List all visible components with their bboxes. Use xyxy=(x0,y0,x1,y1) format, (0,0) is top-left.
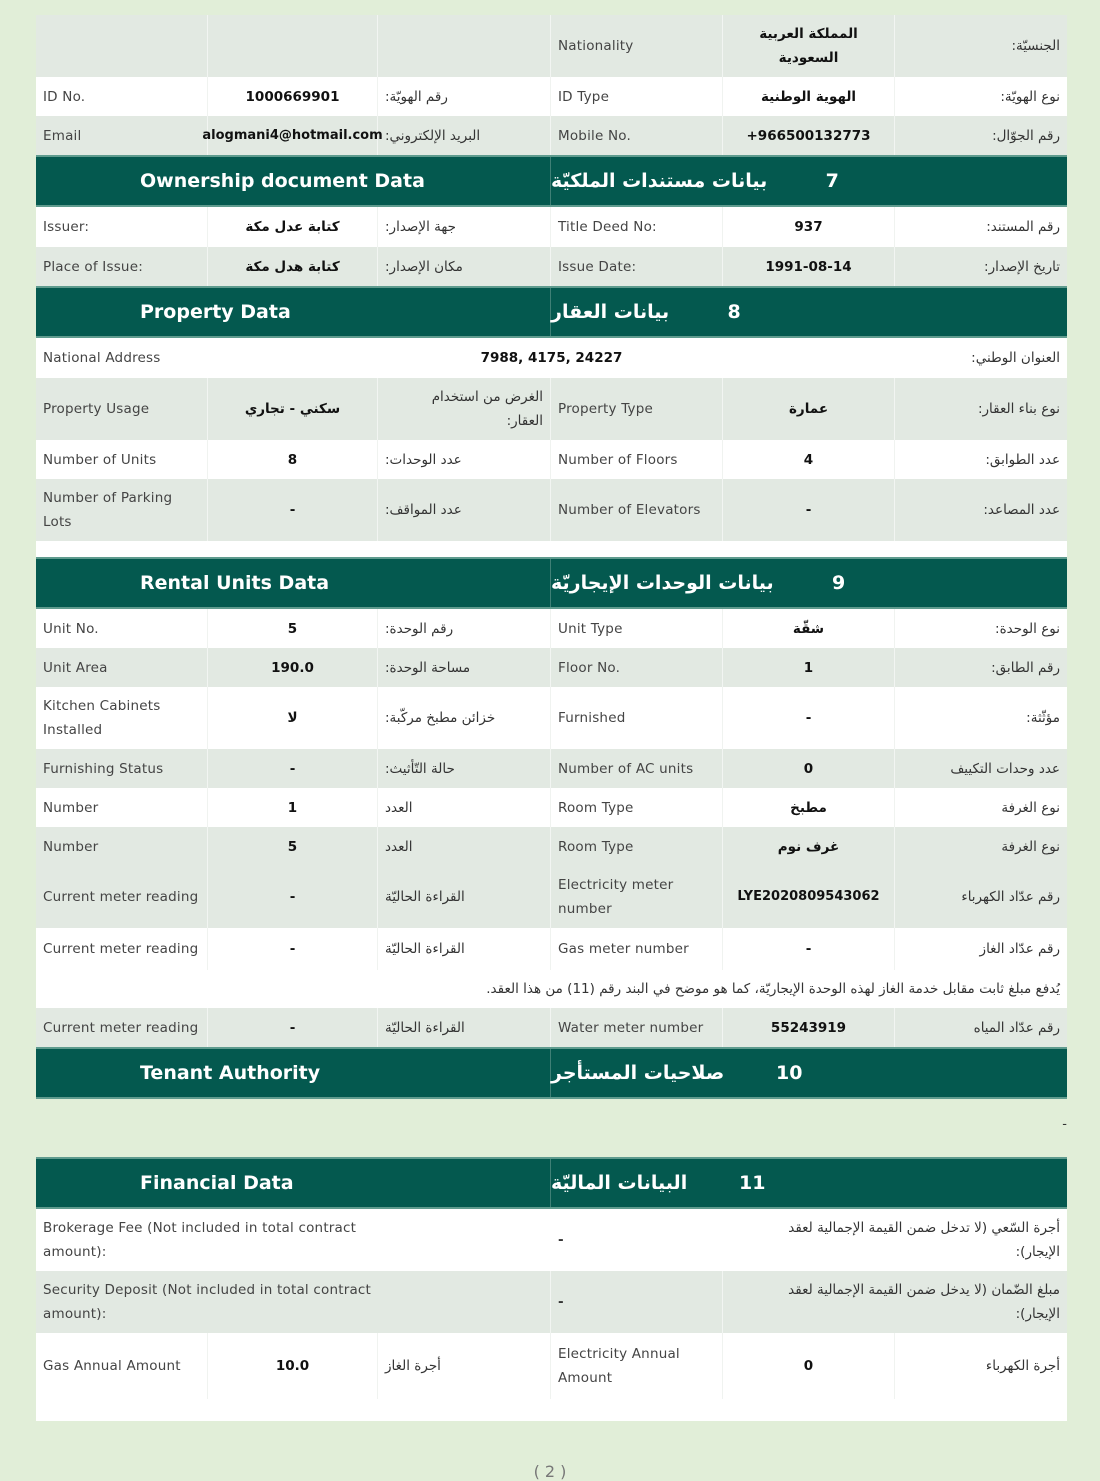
issue-date-label-ar: تاريخ الإصدار: xyxy=(984,258,1060,275)
table-row xyxy=(36,866,1067,928)
elevators-label-en: Number of Elevators xyxy=(551,479,723,541)
mobile-value: +966500132773 xyxy=(723,116,895,155)
gas-reading-label-ar: القراءة الحاليّة xyxy=(378,928,551,970)
brokerage-label-ar: أجرة السّعي (لا تدخل ضمن القيمة الإجمالية لعقد الإيجار): xyxy=(788,1220,1060,1260)
water-meter-label-en: Water meter number xyxy=(551,1008,723,1047)
section-number: 8 xyxy=(727,301,741,323)
floor-no-label-en: Floor No. xyxy=(551,648,723,687)
national-address-value: 7988, 4175, 24227 xyxy=(480,350,623,366)
title-deed-label-en: Title Deed No: xyxy=(551,207,723,247)
number-label-ar: العدد xyxy=(378,827,551,866)
parking-value: - xyxy=(208,479,378,541)
floors-label-en: Number of Floors xyxy=(551,440,723,479)
electricity-reading-label-ar: القراءة الحاليّة xyxy=(378,866,551,928)
title-deed-value: 937 xyxy=(723,207,895,247)
unit-no-label-en: Unit No. xyxy=(36,609,208,648)
id-type-value: الهوية الوطنية xyxy=(723,77,895,116)
unit-area-label-en: Unit Area xyxy=(36,648,208,687)
table-row xyxy=(36,440,1067,479)
number-label-en: Number xyxy=(36,788,208,827)
table-row xyxy=(36,15,1067,77)
property-usage-label-en: Property Usage xyxy=(36,378,208,440)
electricity-meter-label-en: Electricity meter number xyxy=(551,866,723,928)
water-meter-value: 55243919 xyxy=(723,1008,895,1047)
water-reading-label-ar: القراءة الحاليّة xyxy=(378,1008,551,1047)
table-row xyxy=(36,1333,1067,1421)
units-label-en: Number of Units xyxy=(36,440,208,479)
property-type-label-ar: نوع بناء العقار: xyxy=(977,401,1060,417)
floors-value: 4 xyxy=(723,440,895,479)
table-row xyxy=(36,749,1067,788)
section-number: 7 xyxy=(825,170,839,192)
section-number: 11 xyxy=(738,1172,766,1194)
table-row xyxy=(36,116,1067,155)
unit-no-label-ar: رقم الوحدة: xyxy=(378,609,551,648)
section-title-ar: بيانات الوحدات الإيجاريّة xyxy=(551,572,774,594)
gas-annual-label-en: Gas Annual Amount xyxy=(36,1333,208,1399)
empty-cell xyxy=(36,15,208,77)
table-row xyxy=(36,609,1067,648)
section-title-en: Property Data xyxy=(36,288,551,336)
mobile-label-ar: رقم الجوّال: xyxy=(992,127,1060,144)
room-type-label-ar: نوع الغرفة xyxy=(1001,838,1060,855)
water-reading-label-en: Current meter reading xyxy=(36,1008,208,1047)
unit-area-value: 190.0 xyxy=(208,648,378,687)
deposit-label-ar: مبلغ الضّمان (لا يدخل ضمن القيمة الإجمالية لعقد الإيجار): xyxy=(788,1282,1060,1322)
parking-label-ar: عدد المواقف: xyxy=(378,479,551,541)
furnished-value: - xyxy=(723,687,895,749)
section-header-ownership xyxy=(36,155,1067,207)
furnishing-status-value: - xyxy=(208,749,378,788)
number-value: 5 xyxy=(208,827,378,866)
contract-page xyxy=(36,15,1067,1421)
mobile-label-en: Mobile No. xyxy=(551,116,723,155)
ac-units-value: 0 xyxy=(723,749,895,788)
furnished-label-ar: مؤثّثة: xyxy=(1026,710,1060,726)
section-header-property xyxy=(36,286,1067,338)
water-meter-label-ar: رقم عدّاد المياه xyxy=(973,1019,1060,1036)
gas-reading-label-en: Current meter reading xyxy=(36,928,208,970)
number-value: 1 xyxy=(208,788,378,827)
electricity-meter-value: LYE2020809543062 xyxy=(723,866,895,928)
email-label-ar: البريد الإلكتروني: xyxy=(378,116,551,155)
nationality-value: المملكة العربية السعودية xyxy=(723,15,895,77)
section-title-en: Ownership document Data xyxy=(36,157,551,205)
elevators-label-ar: عدد المصاعد: xyxy=(983,502,1060,518)
section-number: 10 xyxy=(775,1062,803,1084)
gas-annual-label-ar: أجرة الغاز xyxy=(378,1333,551,1399)
property-type-label-en: Property Type xyxy=(551,378,723,440)
kitchen-value: لا xyxy=(208,687,378,749)
gas-reading-value: - xyxy=(208,928,378,970)
place-of-issue-label-en: Place of Issue: xyxy=(36,247,208,286)
gas-meter-label-ar: رقم عدّاد الغاز xyxy=(979,941,1060,957)
electricity-annual-label-ar: أجرة الكهرباء xyxy=(985,1358,1060,1374)
floors-label-ar: عدد الطوابق: xyxy=(985,451,1060,468)
issue-date-value: 1991-08-14 xyxy=(723,247,895,286)
nationality-label-ar: الجنسيّة: xyxy=(1011,38,1060,54)
electricity-annual-label-en: Electricity Annual Amount xyxy=(551,1333,723,1399)
tenant-authority-content xyxy=(36,1099,1067,1157)
elevators-value: - xyxy=(723,479,895,541)
id-no-value: 1000669901 xyxy=(208,77,378,116)
kitchen-label-ar: خزائن مطبخ مركّبة: xyxy=(378,687,551,749)
nationality-label-en: Nationality xyxy=(551,15,723,77)
table-row xyxy=(36,788,1067,827)
furnished-label-en: Furnished xyxy=(551,687,723,749)
table-row xyxy=(36,479,1067,541)
place-of-issue-label-ar: مكان الإصدار: xyxy=(378,247,551,286)
section-header-tenant-authority xyxy=(36,1047,1067,1099)
gas-note: يُدفع مبلغ ثابت مقابل خدمة الغاز لهذه الوحدة الإيجاريّة، كما هو موضح في البند رقم (11) من هذا العقد. xyxy=(36,970,1067,1008)
national-address-label-en: National Address xyxy=(43,350,161,366)
section-title-ar: صلاحيات المستأجر xyxy=(551,1062,725,1084)
id-no-label-en: ID No. xyxy=(36,77,208,116)
tenant-authority-value: - xyxy=(1062,1117,1067,1132)
table-row xyxy=(36,247,1067,286)
spacer xyxy=(36,541,1067,557)
kitchen-label-en: Kitchen Cabinets Installed xyxy=(36,687,208,749)
deposit-label-en: Security Deposit (Not included in total contract amount): xyxy=(36,1271,551,1333)
section-title-en: Rental Units Data xyxy=(36,559,551,607)
table-row xyxy=(36,827,1067,866)
section-title-ar: بيانات مستندات الملكيّة xyxy=(551,170,768,192)
issuer-label-en: Issuer: xyxy=(36,207,208,247)
electricity-reading-label-en: Current meter reading xyxy=(36,866,208,928)
gas-meter-label-en: Gas meter number xyxy=(551,928,723,970)
section-title-en: Tenant Authority xyxy=(36,1049,551,1097)
id-type-label-en: ID Type xyxy=(551,77,723,116)
table-row xyxy=(36,648,1067,687)
number-label-ar: العدد xyxy=(378,788,551,827)
id-no-label-ar: رقم الهويّة: xyxy=(378,77,551,116)
brokerage-value: - xyxy=(558,1232,564,1248)
table-row xyxy=(36,687,1067,749)
water-reading-value: - xyxy=(208,1008,378,1047)
electricity-reading-value: - xyxy=(208,866,378,928)
units-value: 8 xyxy=(208,440,378,479)
floor-no-label-ar: رقم الطابق: xyxy=(991,659,1060,676)
section-title-ar: البيانات الماليّة xyxy=(551,1172,688,1194)
furnishing-status-label-en: Furnishing Status xyxy=(36,749,208,788)
property-usage-value: سكني - تجاري xyxy=(208,378,378,440)
table-row xyxy=(36,1271,1067,1333)
section-number: 9 xyxy=(832,572,846,594)
table-row xyxy=(36,1209,1067,1271)
table-row xyxy=(36,338,1067,378)
unit-type-value: شقّة xyxy=(723,609,895,648)
national-address-label-ar: العنوان الوطني: xyxy=(971,350,1060,366)
units-label-ar: عدد الوحدات: xyxy=(378,440,551,479)
gas-meter-value: - xyxy=(723,928,895,970)
room-type-label-en: Room Type xyxy=(551,827,723,866)
empty-cell xyxy=(208,15,378,77)
table-row xyxy=(36,207,1067,247)
table-row xyxy=(36,77,1067,116)
unit-type-label-ar: نوع الوحدة: xyxy=(995,620,1060,637)
section-title-en: Financial Data xyxy=(36,1159,551,1207)
property-type-value: عمارة xyxy=(723,378,895,440)
brokerage-label-en: Brokerage Fee (Not included in total contract amount): xyxy=(43,1220,357,1260)
ac-units-label-en: Number of AC units xyxy=(551,749,723,788)
place-of-issue-value: كتابة هدل مكة xyxy=(208,247,378,286)
electricity-meter-label-ar: رقم عدّاد الكهرباء xyxy=(961,889,1060,905)
unit-no-value: 5 xyxy=(208,609,378,648)
table-row xyxy=(36,1008,1067,1047)
room-type-label-en: Room Type xyxy=(551,788,723,827)
page-number: ( 2 ) xyxy=(533,1462,567,1481)
table-row xyxy=(36,928,1067,970)
issuer-label-ar: جهة الإصدار: xyxy=(378,207,551,247)
parking-label-en: Number of Parking Lots xyxy=(36,479,208,541)
electricity-annual-value: 0 xyxy=(723,1333,895,1399)
deposit-value: - xyxy=(551,1271,723,1333)
id-type-label-ar: نوع الهويّة: xyxy=(1000,88,1060,105)
title-deed-label-ar: رقم المستند: xyxy=(986,219,1060,235)
section-title-ar: بيانات العقار xyxy=(551,301,670,323)
issue-date-label-en: Issue Date: xyxy=(551,247,723,286)
section-header-financial xyxy=(36,1157,1067,1209)
empty-cell xyxy=(378,15,551,77)
gas-annual-value: 10.0 xyxy=(208,1333,378,1399)
unit-type-label-en: Unit Type xyxy=(551,609,723,648)
email-label-en: Email xyxy=(36,116,208,155)
room-type-value: مطبخ xyxy=(723,788,895,827)
issuer-value: كتابة عدل مكة xyxy=(208,207,378,247)
number-label-en: Number xyxy=(36,827,208,866)
section-header-rental-units xyxy=(36,557,1067,609)
room-type-label-ar: نوع الغرفة xyxy=(1001,799,1060,816)
unit-area-label-ar: مساحة الوحدة: xyxy=(378,648,551,687)
email-value[interactable]: alogmani4@hotmail.com xyxy=(208,116,378,155)
ac-units-label-ar: عدد وحدات التكييف xyxy=(950,760,1060,777)
furnishing-status-label-ar: حالة التّأثيث: xyxy=(378,749,551,788)
floor-no-value: 1 xyxy=(723,648,895,687)
property-usage-label-ar: الغرض من استخدام العقار: xyxy=(378,378,551,440)
table-row xyxy=(36,378,1067,440)
room-type-value: غرف نوم xyxy=(723,827,895,866)
